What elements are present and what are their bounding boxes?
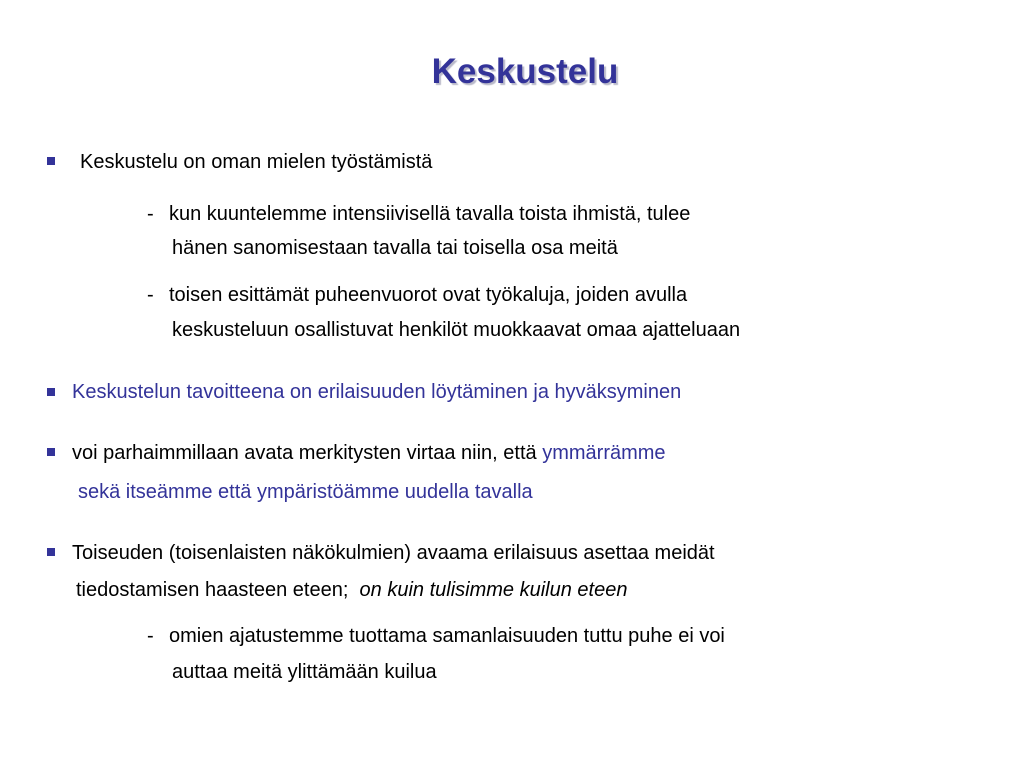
bullet-4-text-plain: tiedostamisen haasteen eteen; — [76, 579, 349, 601]
dash-marker: - — [147, 625, 154, 647]
bullet-3-text-highlight: ymmärrämme — [542, 442, 666, 464]
sub-text: omien ajatustemme tuottama samanlaisuuden tuttu puhe ei voi — [169, 625, 725, 647]
bullet-square-2 — [47, 388, 55, 396]
bullet-4-text-italic: on kuin tulisimme kuilun eteen — [359, 579, 628, 601]
bullet-4-sub-1-line-1 — [147, 624, 725, 648]
bullet-2-text: Keskustelun tavoitteena on erilaisuuden löytäminen ja hyväksyminen — [72, 381, 682, 403]
bullet-3-text-plain: voi parhaimmillaan avata merkitysten virtaa niin, että — [72, 442, 537, 464]
bullet-3-line-1 — [72, 441, 666, 465]
sub-text: kun kuuntelemme intensiivisellä tavalla toista ihmistä, tulee — [169, 203, 691, 225]
bullet-square-4 — [47, 548, 55, 556]
bullet-4-sub-1-line-2: auttaa meitä ylittämään kuilua — [172, 661, 437, 683]
bullet-square-3 — [47, 448, 55, 456]
bullet-1-sub-1-line-1 — [147, 202, 690, 226]
bullet-4-line-2 — [76, 578, 627, 602]
bullet-1-sub-2-line-2: keskusteluun osallistuvat henkilöt muokkaavat omaa ajatteluaan — [172, 319, 741, 341]
bullet-1-sub-1-line-2: hänen sanomisestaan tavalla tai toisella osa meitä — [172, 237, 618, 259]
dash-marker: - — [147, 284, 154, 306]
dash-marker: - — [147, 203, 154, 225]
bullet-3-line-2: sekä itseämme että ympäristöämme uudella tavalla — [78, 481, 533, 503]
bullet-1-sub-2-line-1 — [147, 283, 687, 307]
slide-title: Keskustelu — [431, 52, 619, 91]
sub-text: toisen esittämät puheenvuorot ovat työkaluja, joiden avulla — [169, 284, 688, 306]
bullet-square-1 — [47, 157, 55, 165]
bullet-4-line-1: Toiseuden (toisenlaisten näkökulmien) avaama erilaisuus asettaa meidät — [72, 542, 715, 564]
bullet-1-text: Keskustelu on oman mielen työstämistä — [80, 151, 433, 173]
